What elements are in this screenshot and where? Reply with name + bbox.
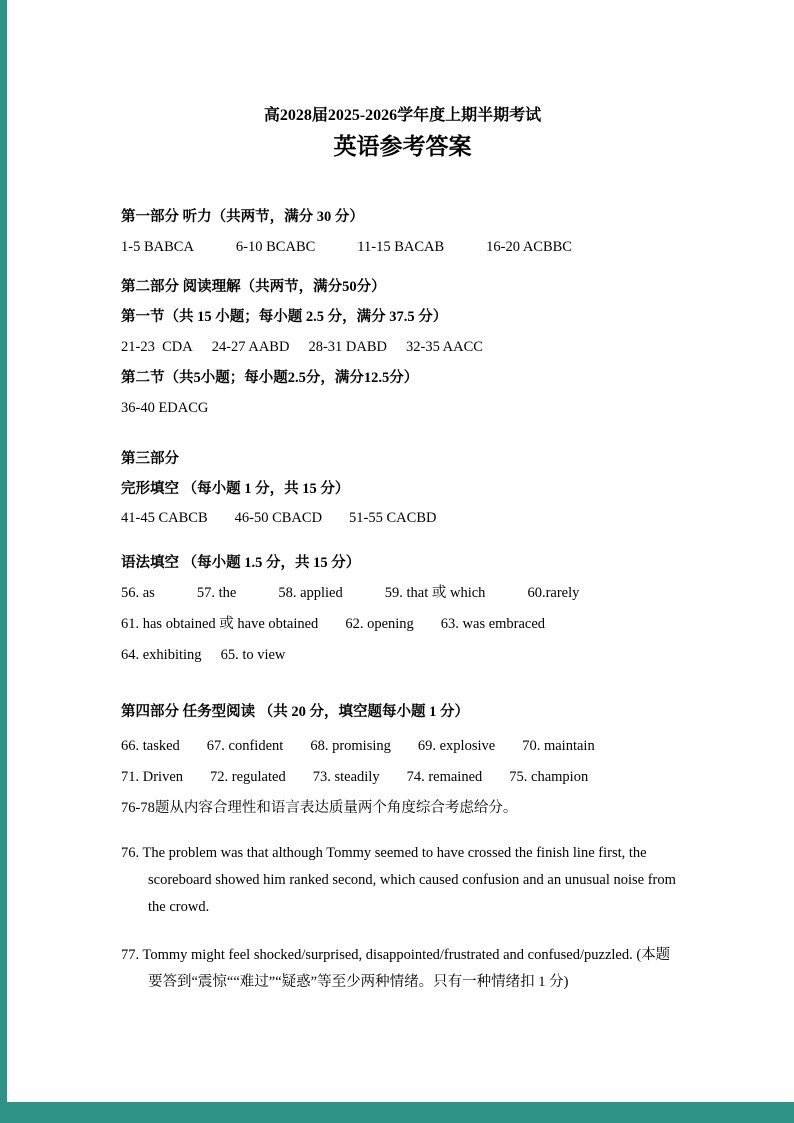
part3-heading: 第三部分 (121, 450, 179, 467)
answer-item: 62. opening (345, 615, 414, 632)
answer-group: 28-31 DABD (308, 339, 387, 356)
scoring-note: 76-78题从内容合理性和语言表达质量两个角度综合考虑给分。 (121, 800, 518, 817)
answer-group: 36-40 EDACG (121, 399, 209, 416)
answer-item: 56. as (121, 585, 155, 602)
answer-group: 11-15 BACAB (357, 238, 445, 255)
answer-item: 67. confident (206, 738, 284, 755)
answer-group: 21-23 CDA (121, 339, 193, 356)
grammar-answers-row-3 (121, 646, 684, 665)
answer-item: 58. applied (278, 585, 343, 602)
part2-section2-heading: 第二节（共5小题；每小题2.5分，满分12.5分） (121, 369, 419, 386)
question-77-answer: 77. Tommy might feel shocked/surprised, disappointed/frustrated and confused/puzzled. (本题要答到“震惊““难过”“疑惑”等至少两种情绪。只有一种情绪扣 1 分) (121, 946, 671, 990)
answer-group: 51-55 CACBD (349, 510, 437, 527)
answer-group: 24-27 AABD (211, 339, 290, 356)
grammar-answers-row-2 (121, 615, 684, 634)
answer-item: 66. tasked (121, 738, 180, 755)
answer-item: 69. explosive (417, 738, 496, 755)
reading-section2-answers-row (121, 399, 684, 418)
answer-item: 75. champion (509, 769, 589, 786)
grammar-heading: 语法填空 （每小题 1.5 分，共 15 分） (121, 555, 361, 572)
answer-item: 72. regulated (210, 769, 286, 786)
answer-item: 59. that 或 which (384, 585, 486, 602)
answer-item: 61. has obtained 或 have obtained (121, 615, 319, 632)
answer-item: 64. exhibiting (121, 646, 202, 663)
exam-title: 高2028届2025-2026学年度上期半期考试 (263, 107, 542, 124)
part2-heading: 第二部分 阅读理解（共两节，满分50分） (121, 279, 386, 296)
answer-group: 6-10 BCABC (235, 238, 316, 255)
answer-item: 73. steadily (312, 769, 380, 786)
answer-item: 74. remained (406, 769, 483, 786)
part2-section1-heading: 第一节（共 15 小题；每小题 2.5 分，满分 37.5 分） (121, 309, 448, 326)
part4-heading: 第四部分 任务型阅读 （共 20 分，填空题每小题 1 分） (121, 703, 469, 720)
answer-item: 65. to view (220, 646, 286, 663)
part1-heading: 第一部分 听力（共两节，满分 30 分） (121, 208, 364, 225)
answer-item: 57. the (196, 585, 237, 602)
reading-section1-answers-row (121, 338, 684, 357)
answer-group: 32-35 AACC (406, 339, 483, 356)
question-76-answer: 76. The problem was that although Tommy seemed to have crossed the finish line first, the scoreboard showed him ranked second, which caused confusion and an unusual noise from the crowd. (121, 844, 676, 916)
document-page (7, 0, 794, 1102)
answer-group: 46-50 CBACD (234, 510, 323, 527)
answer-item: 60.rarely (527, 585, 580, 602)
answer-item: 70. maintain (522, 738, 595, 755)
task-reading-answers-row-2 (121, 768, 684, 787)
answer-key-title: 英语参考答案 (333, 134, 472, 159)
cloze-answers-row (121, 509, 684, 528)
grammar-answers-row-1 (121, 584, 684, 603)
answer-group: 1-5 BABCA (121, 238, 194, 255)
answer-item: 71. Driven (121, 769, 184, 786)
task-reading-answers-row-1 (121, 737, 684, 756)
answer-group: 16-20 ACBBC (486, 238, 572, 255)
answer-item: 68. promising (310, 738, 391, 755)
cloze-heading: 完形填空 （每小题 1 分，共 15 分） (121, 480, 350, 497)
answer-group: 41-45 CABCB (121, 510, 208, 527)
listening-answers-row (121, 238, 684, 257)
answer-item: 63. was embraced (440, 615, 546, 632)
